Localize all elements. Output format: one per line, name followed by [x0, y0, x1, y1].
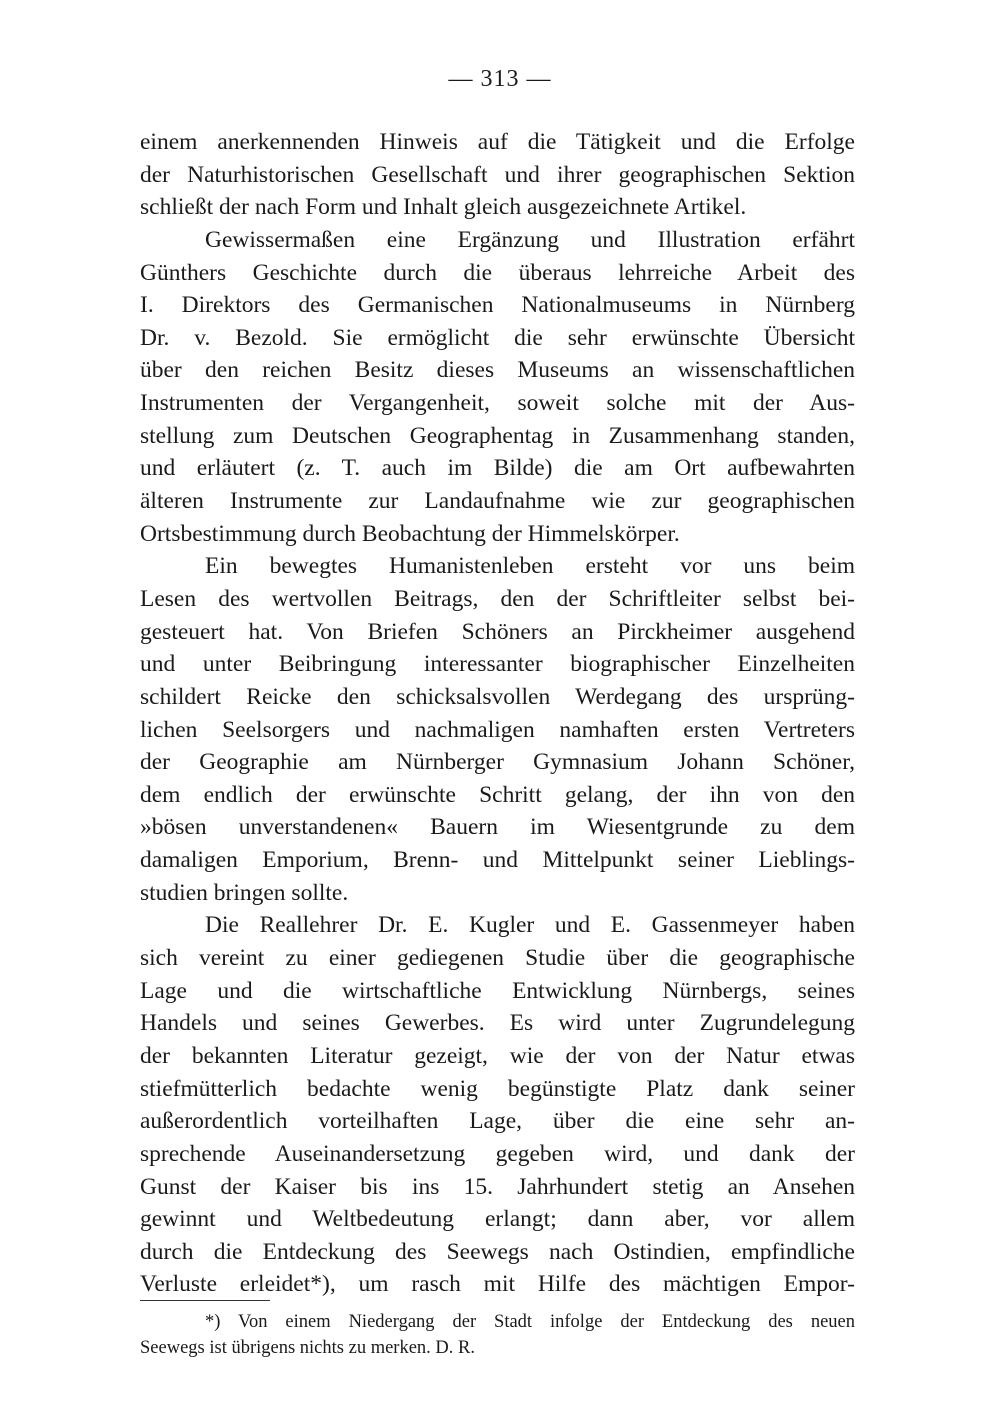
footnote-line: Seewegs ist übrigens nichts zu merken. D. R.: [140, 1338, 475, 1358]
text-line: sich vereint zu einer gediegenen Studie über die geographische: [140, 945, 855, 972]
text-line: gesteuert hat. Von Briefen Schöners an Pirckheimer ausgehend: [140, 618, 855, 645]
text-line: und unter Beibringung interessanter biographischer Einzelheiten: [140, 651, 855, 678]
text-line: und erläutert (z. T. auch im Bilde) die am Ort aufbewahrten: [140, 455, 855, 482]
text-line: Gunst der Kaiser bis ins 15. Jahrhundert stetig an Ansehen: [140, 1173, 855, 1200]
text-line: studien bringen sollte.: [140, 879, 349, 906]
paragraph: [140, 224, 855, 550]
text-line: Verluste erleidet*), um rasch mit Hilfe des mächtigen Empor-: [140, 1271, 855, 1298]
page-number: — 313 —: [448, 66, 552, 92]
text-line: Günthers Geschichte durch die überaus lehrreiche Arbeit des: [140, 259, 855, 286]
text-line: Lesen des wertvollen Beitrags, den der Schriftleiter selbst bei-: [140, 585, 855, 612]
footnote-line: *) Von einem Niedergang der Stadt infolge der Entdeckung des neuen: [205, 1312, 855, 1332]
paragraph: [140, 126, 855, 224]
text-line: Handels und seines Gewerbes. Es wird unter Zugrundelegung: [140, 1010, 855, 1037]
footnote: [140, 1309, 855, 1361]
text-line: Gewissermaßen eine Ergänzung und Illustration erfährt: [205, 226, 855, 253]
text-line: durch die Entdeckung des Seewegs nach Ostindien, empfindliche: [140, 1238, 855, 1265]
text-line: Dr. v. Bezold. Sie ermöglicht die sehr erwünschte Übersicht: [140, 324, 855, 351]
footnote-rule: [140, 1300, 270, 1301]
text-line: älteren Instrumente zur Landaufnahme wie zur geographischen: [140, 488, 855, 515]
text-line: schildert Reicke den schicksalsvollen Werdegang des ursprüng-: [140, 683, 855, 710]
text-line: einem anerkennenden Hinweis auf die Tätigkeit und die Erfolge: [140, 129, 855, 155]
text-line: stiefmütterlich bedachte wenig begünstigte Platz dank seiner: [140, 1075, 855, 1102]
body-text: [140, 126, 855, 1301]
text-line: der bekannten Literatur gezeigt, wie der von der Natur etwas: [140, 1042, 855, 1069]
text-line: I. Direktors des Germanischen Nationalmuseums in Nürnberg: [140, 292, 855, 319]
text-line: Ortsbestimmung durch Beobachtung der Himmelskörper.: [140, 520, 680, 547]
text-line: schließt der nach Form und Inhalt gleich ausgezeichnete Artikel.: [140, 194, 747, 221]
text-line: der Naturhistorischen Gesellschaft und ihrer geographischen Sektion: [140, 161, 855, 188]
text-line: außerordentlich vorteilhaften Lage, über die eine sehr an-: [140, 1108, 855, 1135]
text-line: dem endlich der erwünschte Schritt gelang, der ihn von den: [140, 781, 855, 808]
text-line: der Geographie am Nürnberger Gymnasium Johann Schöner,: [140, 749, 855, 776]
text-line: Ein bewegtes Humanistenleben ersteht vor uns beim: [205, 553, 855, 580]
text-line: Die Reallehrer Dr. E. Kugler und E. Gassenmeyer haben: [205, 912, 855, 939]
text-line: gewinnt und Weltbedeutung erlangt; dann aber, vor allem: [140, 1206, 855, 1233]
paragraph: [140, 550, 855, 909]
text-line: stellung zum Deutschen Geographentag in Zusammenhang standen,: [140, 422, 855, 449]
text-line: sprechende Auseinandersetzung gegeben wird, und dank der: [140, 1140, 855, 1167]
text-line: Lage und die wirtschaftliche Entwicklung Nürnbergs, seines: [140, 977, 855, 1004]
text-line: damaligen Emporium, Brenn- und Mittelpunkt seiner Lieblings-: [140, 847, 855, 874]
text-line: »bösen unverstandenen« Bauern im Wiesentgrunde zu dem: [140, 814, 855, 841]
paragraph: [140, 909, 855, 1301]
text-line: lichen Seelsorgers und nachmaligen namhaften ersten Vertreters: [140, 716, 855, 743]
text-line: Instrumenten der Vergangenheit, soweit solche mit der Aus-: [140, 390, 855, 417]
text-line: über den reichen Besitz dieses Museums an wissenschaftlichen: [140, 357, 855, 384]
